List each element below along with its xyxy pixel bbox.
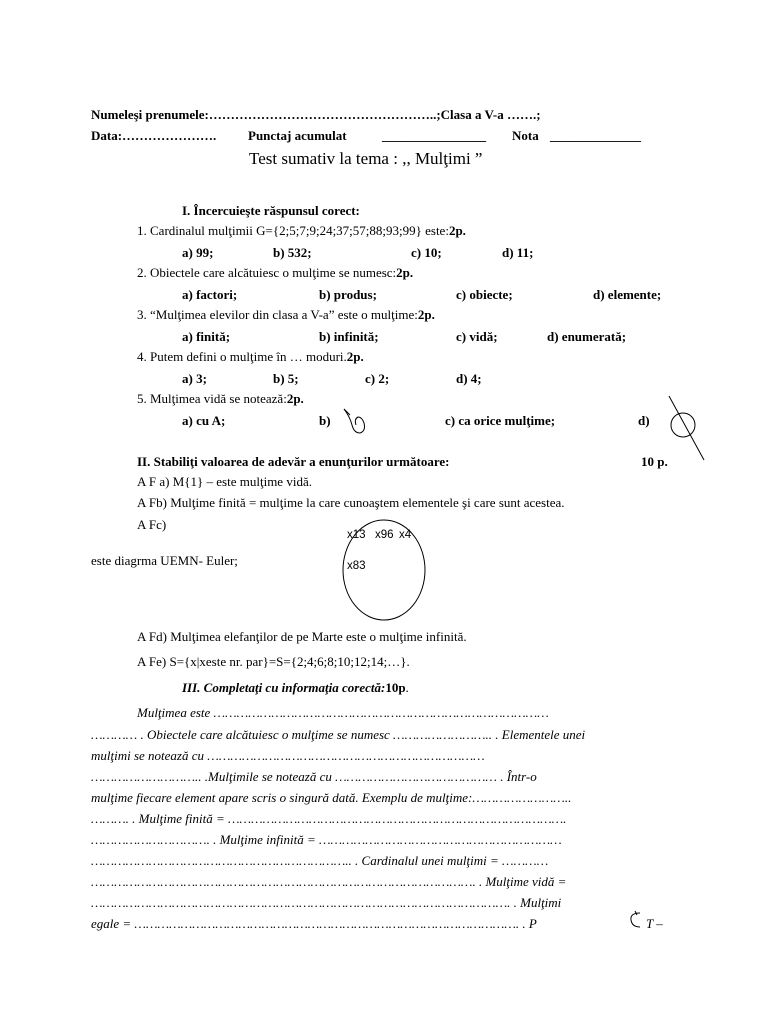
header-punctaj-blank: ________________: [382, 128, 486, 143]
question-points: 2p.: [396, 265, 414, 280]
header-punctaj-label: Punctaj acumulat: [248, 128, 347, 143]
question-text: 2. Obiectele care alcătuiesc o mulţime se numesc:: [137, 265, 397, 280]
fill-line[interactable]: ………………………………………………………………………………………. . Mulţime vidă =: [91, 874, 567, 889]
fill-line[interactable]: egale = ………………………………………………………………………………………. . P: [91, 916, 537, 931]
option-d[interactable]: d) enumerată;: [547, 329, 627, 344]
fill-line[interactable]: mulţime fiecare element apare scris o singură dată. Exemplu de mulţime:……………………..: [91, 790, 572, 805]
question-points: 2p.: [286, 391, 304, 406]
question-4: [137, 349, 364, 365]
option-a[interactable]: a) 99;: [182, 245, 214, 260]
fill-line-end[interactable]: T –: [646, 916, 663, 931]
question-3: [137, 307, 435, 323]
fill-line[interactable]: ……………………….. .Mulţimile se notează cu …………………………………… . Într-o: [91, 769, 537, 784]
option-a[interactable]: a) cu A;: [182, 413, 226, 428]
question-text: 1. Cardinalul mulţimii G={2;5;7;9;24;37;57;88;93;99} este:: [137, 223, 449, 238]
fill-line[interactable]: ………………………………………………………………………………………………. . Mulţimi: [91, 895, 562, 910]
option-d[interactable]: d) 4;: [456, 371, 482, 386]
fill-line[interactable]: mulţimi se notează cu ………………………………………………………………: [91, 748, 485, 763]
question-points: 2p.: [417, 307, 435, 322]
fill-line[interactable]: ………… . Obiectele care alcătuiesc o mulţime se numesc …………………….. . Elementele unei: [91, 727, 586, 742]
option-d[interactable]: d) elemente;: [593, 287, 662, 302]
option-d[interactable]: d): [638, 413, 650, 428]
question-points: 2p.: [346, 349, 364, 364]
option-c[interactable]: c) ca orice mulţime;: [445, 413, 556, 428]
question-points: 2p.: [448, 223, 466, 238]
option-a[interactable]: a) 3;: [182, 371, 207, 386]
header-date-label: Data:………………….: [91, 128, 217, 143]
empty-set-icon: [664, 394, 708, 462]
section3-heading: III. Completaţi cu informaţia corectă:10p.: [182, 680, 409, 695]
option-c[interactable]: c) 10;: [411, 245, 442, 260]
question-text: 3. “Mulţimea elevilor din clasa a V-a” este o mulţime:: [137, 307, 418, 322]
statement-c[interactable]: A Fc): [137, 517, 167, 532]
diagram-label: x96: [375, 529, 394, 541]
diagram-caption: este diagrma UEMN- Euler;: [91, 553, 238, 568]
option-a[interactable]: a) factori;: [182, 287, 238, 302]
fill-line[interactable]: Mulţimea este ……………………………………………………………………………: [137, 705, 549, 720]
option-d[interactable]: d) 11;: [502, 245, 534, 260]
fill-line[interactable]: ………………………………………………………….. . Cardinalul unei mulţimi = …………: [91, 853, 549, 868]
diagram-label: x4: [399, 529, 412, 541]
statement-e[interactable]: A Fe) S={x|xeste nr. par}=S={2;4;6;8;10;12;14;…}.: [137, 654, 410, 669]
scribble-symbol-icon: [340, 405, 370, 437]
section2-points: 10 p.: [641, 454, 668, 469]
question-1: [137, 223, 466, 239]
option-a[interactable]: a) finită;: [182, 329, 231, 344]
section2-heading: II. Stabiliţi valoarea de adevăr a enunţurilor următoare:: [137, 454, 450, 469]
page-title: Test sumativ la tema : ,, Mulţimi ”: [249, 149, 483, 168]
option-b[interactable]: b): [319, 413, 331, 428]
question-text: 5. Mulţimea vidă se notează:: [137, 391, 287, 406]
question-text: 4. Putem defini o mulţime în … moduri.: [137, 349, 347, 364]
section3-heading-text: III. Completaţi cu informaţia corectă:: [182, 680, 386, 695]
option-b[interactable]: b) produs;: [319, 287, 377, 302]
question-5: [137, 391, 304, 407]
option-b[interactable]: b) 5;: [273, 371, 299, 386]
option-c[interactable]: c) obiecte;: [456, 287, 513, 302]
option-b[interactable]: b) 532;: [273, 245, 312, 260]
diagram-label: x83: [347, 560, 366, 572]
fill-line[interactable]: …………………………. . Mulţime infinită = ………………………………………………………: [91, 832, 562, 847]
option-c[interactable]: c) 2;: [365, 371, 390, 386]
statement-d[interactable]: A Fd) Mulţimea elefanţilor de pe Marte este o mulţime infinită.: [137, 629, 467, 644]
statement-b[interactable]: A Fb) Mulţime finită = mulţime la care cunoaştem elementele şi care sunt acestea.: [137, 495, 565, 510]
subset-scribble-icon: [628, 910, 642, 930]
option-b[interactable]: b) infinită;: [319, 329, 379, 344]
question-2: [137, 265, 413, 281]
option-c[interactable]: c) vidă;: [456, 329, 498, 344]
diagram-label: x13: [347, 529, 366, 541]
header-nota-label: Nota: [512, 128, 539, 143]
header-nota-blank: ______________: [550, 128, 641, 143]
header-name-class-line: Numeleşi prenumele:……………………………………………..;Clasa a V-a …….;: [91, 107, 541, 122]
fill-line[interactable]: ………. . Mulţime finită = …………………………………………………………………………….: [91, 811, 567, 826]
section1-heading: I. Încercuieşte răspunsul corect:: [182, 203, 360, 218]
statement-a[interactable]: A F a) M{1} – este mulţime vidă.: [137, 474, 312, 489]
section3-points: 10p: [385, 680, 406, 695]
